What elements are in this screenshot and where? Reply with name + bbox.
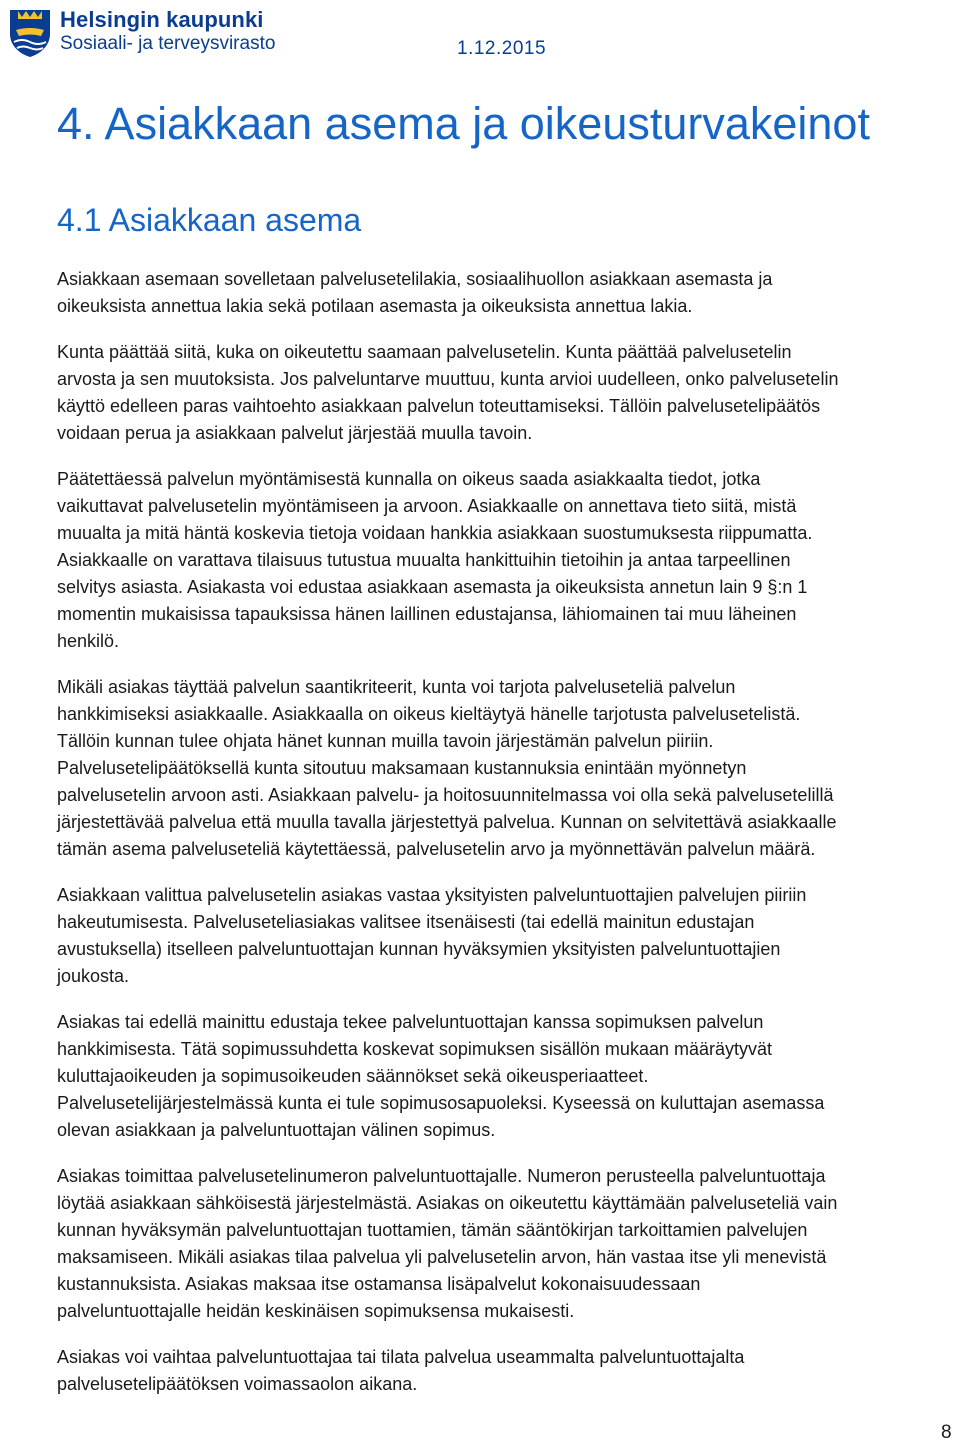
department-name: Sosiaali- ja terveysvirasto [60, 33, 276, 54]
text-line: vaikuttavat palvelusetelin myöntämiseen ja arvoon. Asiakkaalle on annettava tieto siitä, mistä [57, 496, 797, 516]
text-line: kuluttajaoikeuden ja sopimusoikeuden säännökset sekä oikeusperiaatteet. [57, 1066, 649, 1086]
text-line: maksamiseen. Mikäli asiakas tilaa palvelua yli palvelusetelin arvon, hän vastaa itse yli menevistä [57, 1247, 827, 1267]
paragraph [57, 674, 957, 863]
text-line: olevan asiakkaan ja palveluntuottajan välinen sopimus. [57, 1120, 496, 1140]
text-line: kunnan hyväksymän palveluntuottajan tuottamien, tämän sääntökirjan tarkoittamien palvelujen [57, 1220, 808, 1240]
paragraph [57, 1009, 957, 1144]
text-line: voidaan perua ja asiakkaan palvelut järjestää muulla tavoin. [57, 423, 533, 443]
organization-name: Helsingin kaupunki [60, 7, 264, 32]
paragraph [57, 1344, 957, 1398]
paragraph [57, 466, 957, 655]
section-heading: 4. Asiakkaan asema ja oikeusturvakeinot [57, 98, 870, 149]
organization [60, 8, 275, 55]
text-line: selvitys asiasta. Asiakasta voi edustaa asiakkaan asemasta ja oikeuksista annetun lain 9 §:n 1 [57, 577, 808, 597]
text-line: Palvelusetelipäätöksellä kunta sitoutuu maksamaan kustannuksia enintään myönnetyn [57, 758, 747, 778]
text-line: avustuksella) itselleen palveluntuottajan kunnan hyväksymien yksityisten palveluntuottajien [57, 939, 781, 959]
text-line: palvelusetelin arvoon asti. Asiakkaan palvelu- ja hoitosuunnitelmassa voi olla sekä palvelusetelillä [57, 785, 834, 805]
text-line: oikeuksista annettua lakia sekä potilaan asemasta ja oikeuksista annettua lakia. [57, 296, 693, 316]
text-line: Mikäli asiakas täyttää palvelun saantikriteerit, kunta voi tarjota palveluseteliä palvelun [57, 677, 736, 697]
paragraph [57, 266, 957, 320]
paragraph [57, 339, 957, 447]
text-line: järjestettävää palvelua että muulla tavalla järjestettyä palvelua. Kunnan on selvitettävä asiakkaalle [57, 812, 837, 832]
helsinki-coat-of-arms-icon [8, 8, 52, 58]
text-line: arvosta ja sen muutoksista. Jos palveluntarve muuttuu, kunta arvioi uudelleen, onko palvelusetelin [57, 369, 839, 389]
page-number: 8 [941, 1422, 952, 1443]
text-line: tämän asema palveluseteliä käytettäessä, palvelusetelin arvo ja myönnettävän palvelun määrä. [57, 839, 816, 859]
text-line: Asiakkaan asemaan sovelletaan palvelusetelilakia, sosiaalihuollon asiakkaan asemasta ja [57, 269, 773, 289]
paragraph [57, 882, 957, 990]
text-line: hankkimisesta. Tätä sopimussuhdetta koskevat sopimuksen sisällön mukaan määräytyvät [57, 1039, 773, 1059]
text-line: Asiakkaan valittua palvelusetelin asiakas vastaa yksityisten palveluntuottajien palvelujen piiriin [57, 885, 807, 905]
text-line: hankkimiseksi asiakkaalle. Asiakkaalla on oikeus kieltäytyä hänelle tarjotusta palvelusetelistä. [57, 704, 801, 724]
paragraph [57, 1163, 957, 1325]
text-line: kustannuksista. Asiakas maksaa itse ostamansa lisäpalvelut kokonaisuudessaan [57, 1274, 701, 1294]
document-date: 1.12.2015 [457, 38, 547, 59]
page-header [8, 6, 568, 58]
text-line: Kunta päättää siitä, kuka on oikeutettu saamaan palvelusetelin. Kunta päättää palvelusetelin [57, 342, 792, 362]
text-line: henkilö. [57, 631, 120, 651]
text-line: palveluntuottajalle heidän keskinäisen sopimuksensa mukaisesti. [57, 1301, 575, 1321]
subsection-heading: 4.1 Asiakkaan asema [57, 202, 362, 238]
text-line: Tällöin kunnan tulee ohjata hänet kunnan muilla tavoin järjestämän palvelun piiriin. [57, 731, 714, 751]
text-line: joukosta. [57, 966, 130, 986]
text-line: Päätettäessä palvelun myöntämisestä kunnalla on oikeus saada asiakkaalta tiedot, jotka [57, 469, 761, 489]
text-line: Asiakas tai edellä mainittu edustaja tekee palveluntuottajan kanssa sopimuksen palvelun [57, 1012, 764, 1032]
text-line: löytää asiakkaan sähköisestä järjestelmästä. Asiakas on oikeutettu käyttämään palveluseteliä vain [57, 1193, 838, 1213]
text-line: palvelusetelipäätöksen voimassaolon aikana. [57, 1374, 418, 1394]
text-line: Asiakas voi vaihtaa palveluntuottajaa tai tilata palvelua useammalta palveluntuottajalta [57, 1347, 745, 1367]
text-line: Asiakas toimittaa palvelusetelinumeron palveluntuottajalle. Numeron perusteella palveluntuottaja [57, 1166, 826, 1186]
text-line: käyttö edelleen paras vaihtoehto asiakkaan palvelun toteuttamiseksi. Tällöin palvelusetelipäätös [57, 396, 821, 416]
text-line: momentin mukaisissa tapauksissa hänen laillinen edustajansa, lähiomainen tai muu läheinen [57, 604, 797, 624]
text-line: Asiakkaalle on varattava tilaisuus tutustua muualta hankittuihin tietoihin ja antaa tarpeellinen [57, 550, 791, 570]
text-line: muualta ja mitä häntä koskevia tietoja voidaan hankkia asiakkaan suostumuksesta riippumatta. [57, 523, 813, 543]
text-line: hakeutumisesta. Palveluseteliasiakas valitsee itsenäisesti (tai edellä mainitun edustajan [57, 912, 755, 932]
text-line: Palvelusetelijärjestelmässä kunta ei tule sopimusosapuoleksi. Kyseessä on kuluttajan asemassa [57, 1093, 825, 1113]
document-body [57, 266, 957, 1398]
